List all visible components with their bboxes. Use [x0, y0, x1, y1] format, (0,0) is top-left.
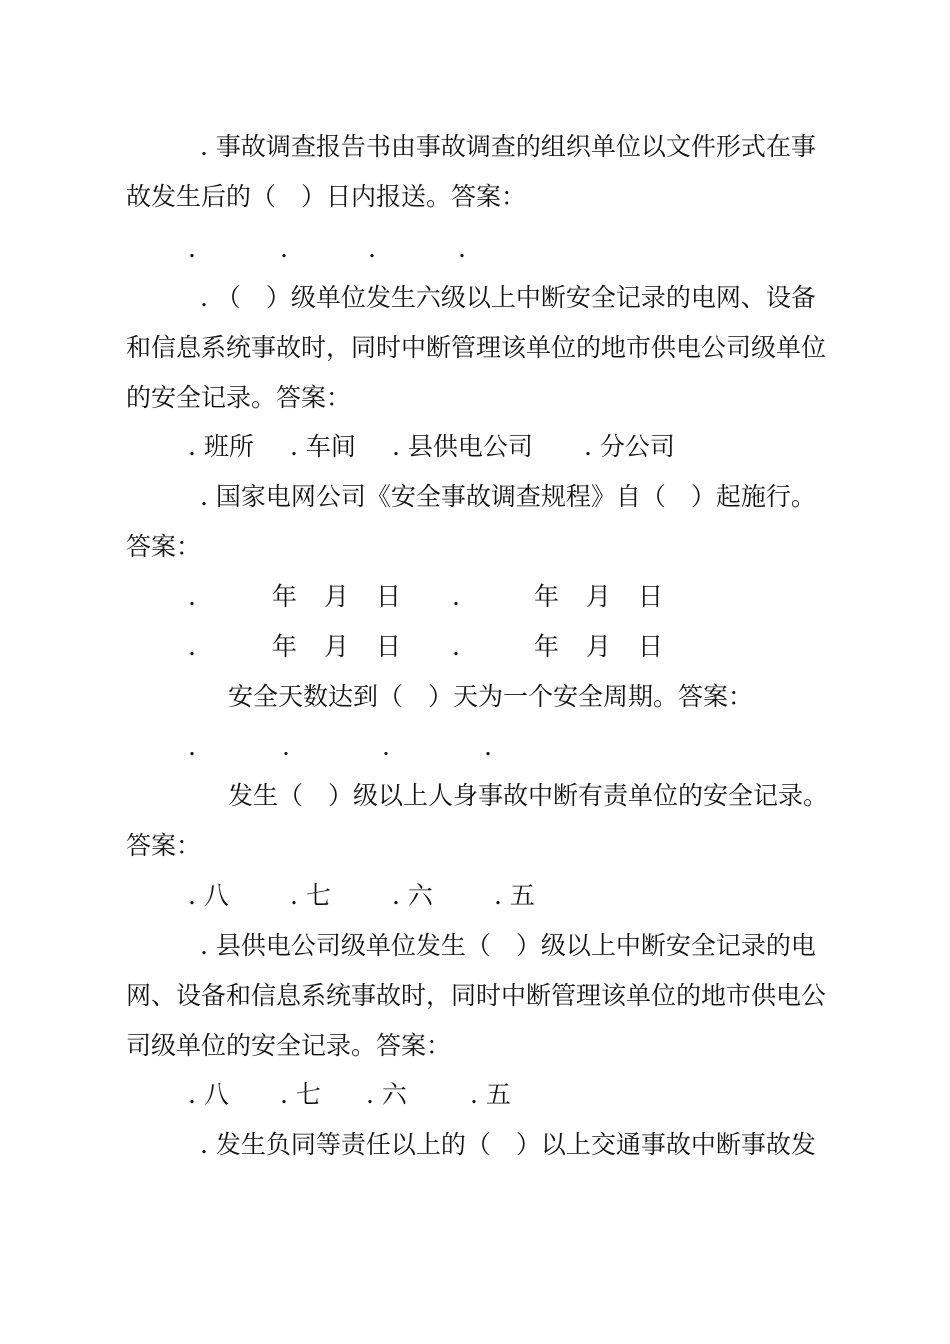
option-a: . 班所 — [188, 432, 254, 461]
option-b: . 七 — [290, 881, 331, 910]
question-4-line-1: 安全天数达到（ ）天为一个安全周期。答案： — [228, 682, 754, 711]
option-d-year: 年 — [534, 632, 560, 661]
option-c-year: 年 — [272, 632, 298, 661]
option-a-day: 日 — [376, 582, 402, 611]
option-b-year: 年 — [534, 582, 560, 611]
option-d: . — [458, 234, 466, 263]
question-4-options — [0, 727, 950, 767]
option-b-day: 日 — [638, 582, 664, 611]
question-3-line-2: 答案： — [126, 532, 202, 561]
option-d-day: 日 — [638, 632, 664, 661]
question-5-line-2: 答案： — [126, 831, 202, 860]
question-6-line-2: 网、设备和信息系统事故时，同时中断管理该单位的地市供电公 — [126, 981, 827, 1010]
question-2-line-3: 的安全记录。答案： — [126, 383, 352, 412]
question-7-line-1: . 发生负同等责任以上的（ ）以上交通事故中断事故发 — [200, 1130, 816, 1159]
option-d: . 五 — [470, 1080, 511, 1109]
question-1-line-2: 故发生后的（ ）日内报送。答案： — [126, 182, 527, 211]
option-c: . 六 — [392, 881, 433, 910]
option-b: . 车间 — [290, 432, 356, 461]
question-3-options-row-1 — [0, 577, 950, 617]
question-6-line-3: 司级单位的安全记录。答案： — [126, 1031, 452, 1060]
option-d: . 五 — [494, 881, 535, 910]
option-b: . — [280, 234, 288, 263]
option-a: . 八 — [188, 881, 229, 910]
question-6-options — [0, 1075, 950, 1115]
option-a-dot: . — [188, 582, 196, 611]
option-a: . — [188, 234, 196, 263]
question-3-options-row-2 — [0, 627, 950, 667]
question-5-options — [0, 876, 950, 916]
option-c: . 县供电公司 — [392, 432, 533, 461]
option-b: . — [282, 732, 290, 761]
option-c-month: 月 — [324, 632, 350, 661]
option-c-dot: . — [188, 632, 196, 661]
option-b: . 七 — [280, 1080, 321, 1109]
option-d: . 分公司 — [584, 432, 675, 461]
option-b-dot: . — [452, 582, 460, 611]
option-a: . — [188, 732, 196, 761]
option-d-dot: . — [452, 632, 460, 661]
option-d-month: 月 — [586, 632, 612, 661]
question-1-options — [0, 229, 950, 269]
option-d: . — [484, 732, 492, 761]
option-c-day: 日 — [376, 632, 402, 661]
question-5-line-1: 发生（ ）级以上人身事故中断有责单位的安全记录。 — [228, 781, 829, 810]
option-b-month: 月 — [586, 582, 612, 611]
option-a-month: 月 — [324, 582, 350, 611]
question-2-options — [0, 427, 950, 467]
question-1-line-1: . 事故调查报告书由事故调查的组织单位以文件形式在事 — [200, 132, 816, 161]
question-2-line-1: . （ ）级单位发生六级以上中断安全记录的电网、设备 — [200, 283, 816, 312]
option-c: . 六 — [366, 1080, 407, 1109]
option-a-year: 年 — [272, 582, 298, 611]
question-6-line-1: . 县供电公司级单位发生（ ）级以上中断安全记录的电 — [200, 931, 816, 960]
option-a: . 八 — [188, 1080, 229, 1109]
option-c: . — [382, 732, 390, 761]
question-2-line-2: 和信息系统事故时，同时中断管理该单位的地市供电公司级单位 — [126, 333, 827, 362]
question-3-line-1: . 国家电网公司《安全事故调查规程》自（ ）起施行。 — [200, 482, 816, 511]
option-c: . — [368, 234, 376, 263]
